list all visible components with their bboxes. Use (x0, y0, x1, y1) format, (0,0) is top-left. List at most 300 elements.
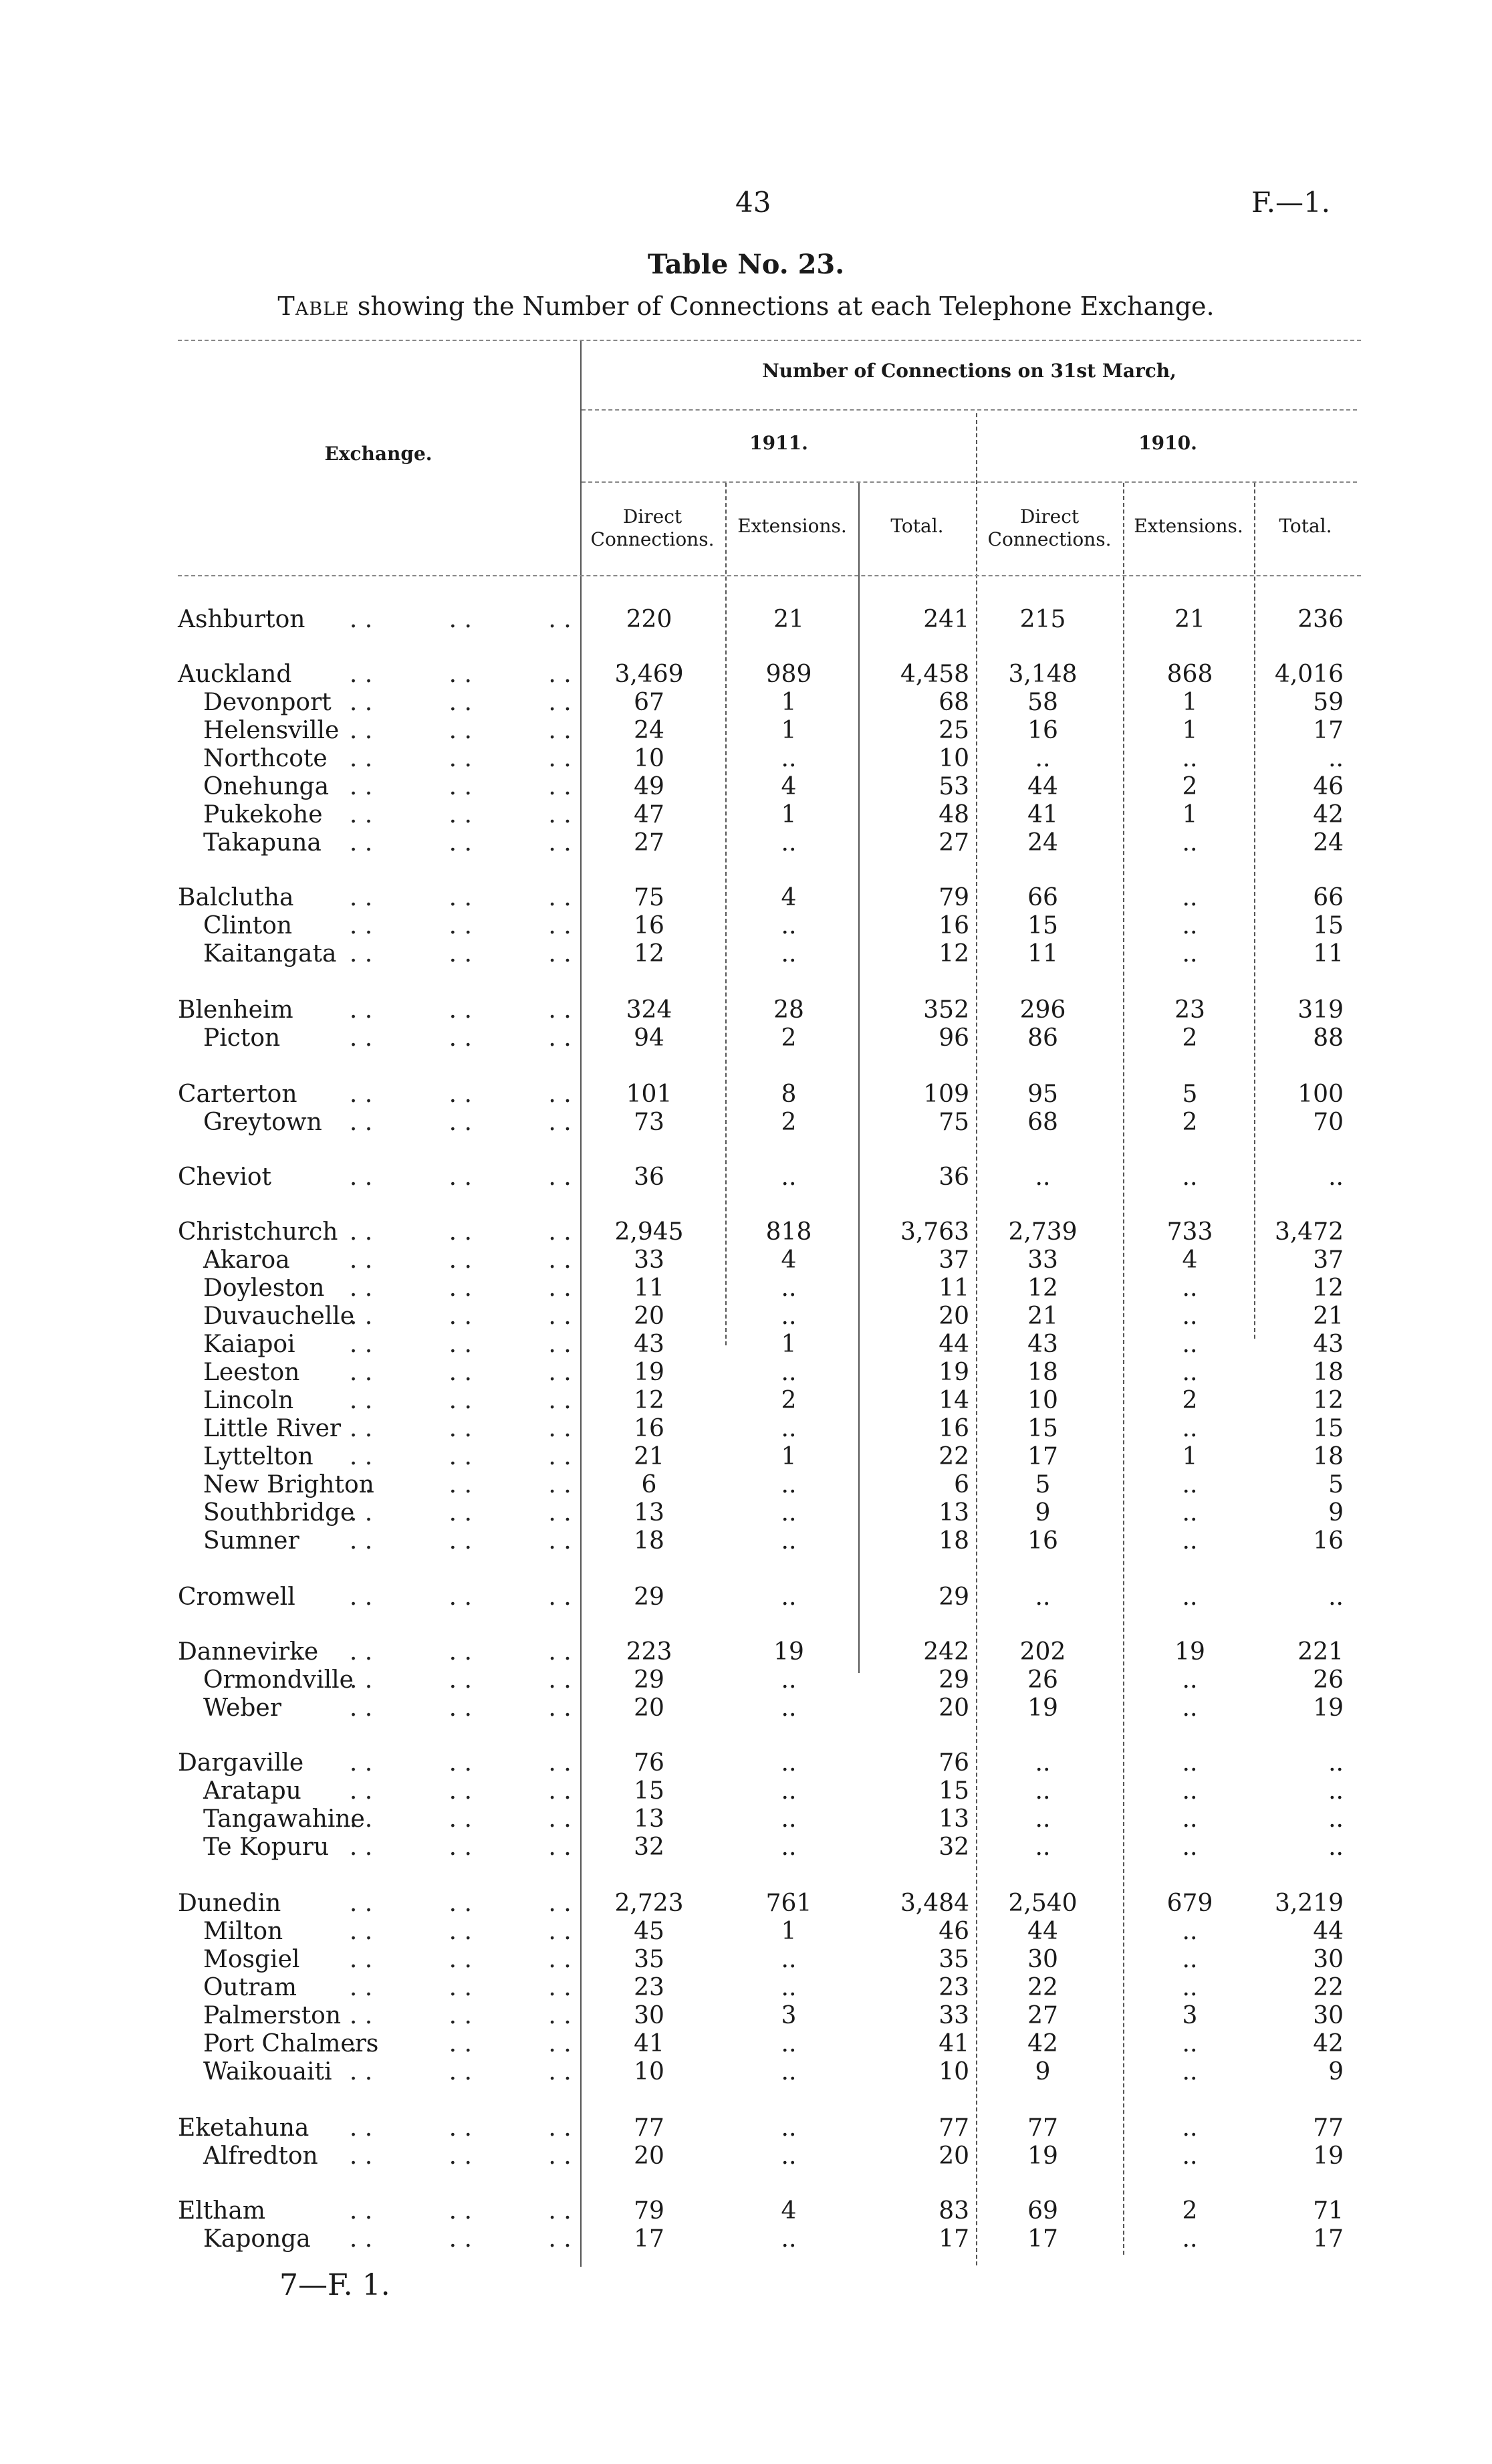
extensions-1910-cell: .. (1182, 1666, 1198, 1694)
total-1910-cell: 42 (1313, 801, 1344, 828)
exchange-name: Eltham (178, 2197, 266, 2225)
extensions-1911-cell: .. (781, 1471, 797, 1498)
direct-1910-cell: 21 (1027, 1303, 1058, 1330)
total-1911-cell: 10 (939, 745, 969, 772)
extensions-1911-cell: .. (781, 1303, 797, 1330)
direct-1911-cell: 223 (626, 1638, 672, 1666)
total-1911-cell: 13 (939, 1499, 969, 1527)
direct-1911-cell: 41 (634, 2030, 664, 2057)
extensions-1911-cell: 2 (781, 1024, 797, 1052)
extensions-1911-cell: 4 (781, 884, 797, 911)
direct-1911-cell: 324 (626, 996, 672, 1024)
extensions-1910-cell: 5 (1182, 1081, 1198, 1108)
total-1911-cell: 96 (939, 1024, 969, 1052)
exchange-name: Cheviot (178, 1163, 272, 1191)
extensions-1911-cell: 1 (781, 689, 797, 716)
extensions-1910-cell: .. (1182, 1777, 1198, 1805)
direct-1911-cell: 18 (634, 1527, 664, 1555)
exchange-name: Tangawahine (203, 1805, 365, 1833)
total-1910-cell: 37 (1313, 1246, 1344, 1274)
extensions-1910-cell: .. (1182, 1749, 1198, 1777)
total-1910-cell: 11 (1313, 940, 1344, 968)
extensions-1910-cell: .. (1182, 2114, 1198, 2142)
extensions-1910-cell: 23 (1174, 996, 1205, 1024)
total-1910-cell: 319 (1297, 996, 1344, 1024)
total-1910-cell: 46 (1313, 773, 1344, 800)
extensions-1911-cell: 2 (781, 1387, 797, 1414)
extensions-1910-cell: .. (1182, 2030, 1198, 2057)
direct-1911-cell: 32 (634, 1833, 664, 1861)
leader-dots: . . . . . . (334, 1805, 572, 1833)
direct-1911-cell: 19 (634, 1359, 664, 1386)
extensions-1910-cell: 21 (1174, 606, 1205, 633)
extensions-1910-cell: 2 (1182, 1024, 1198, 1052)
total-1910-cell: .. (1328, 1833, 1344, 1861)
direct-1910-cell: 19 (1027, 1694, 1058, 1722)
direct-1911-cell: 24 (634, 717, 664, 744)
leader-dots: . . . . . . (334, 1024, 572, 1052)
direct-1910-header: Direct Connections. (987, 506, 1112, 550)
total-1910-cell: .. (1328, 1777, 1344, 1805)
total-1910-cell: 17 (1313, 2225, 1344, 2253)
exchange-name: Pukekohe (203, 801, 323, 828)
total-1910-cell: 16 (1313, 1527, 1344, 1555)
direct-1911-cell: 33 (634, 1246, 664, 1274)
direct-1911-cell: 27 (634, 829, 664, 857)
direct-1910-cell: 95 (1027, 1081, 1058, 1108)
table-row (0, 1499, 1492, 1527)
total-1910-cell: 21 (1313, 1303, 1344, 1330)
table-row (0, 689, 1492, 717)
leader-dots: . . . . . . (334, 1163, 572, 1191)
table-row (0, 2225, 1492, 2253)
leader-dots: . . . . . . (334, 1471, 572, 1498)
direct-1910-cell: 33 (1027, 1246, 1058, 1274)
leader-dots: . . . . . . (334, 912, 572, 939)
direct-1911-cell: 20 (634, 1694, 664, 1722)
total-1910-cell: 66 (1313, 884, 1344, 911)
table-row (0, 912, 1492, 940)
total-1910-cell: 17 (1313, 717, 1344, 744)
leader-dots: . . . . . . (334, 1583, 572, 1611)
leader-dots: . . . . . . (334, 1918, 572, 1945)
table-row (0, 940, 1492, 968)
direct-1910-cell: 68 (1027, 1109, 1058, 1136)
total-1911-cell: 4,458 (900, 661, 969, 688)
extensions-1911-cell: .. (781, 2114, 797, 2142)
direct-1911-cell: 2,723 (614, 1890, 684, 1917)
exchange-name: Auckland (178, 661, 292, 688)
total-1910-cell: 44 (1313, 1918, 1344, 1945)
total-1911-cell: 242 (923, 1638, 969, 1666)
extensions-1910-cell: .. (1182, 1415, 1198, 1442)
direct-1910-cell: 9 (1035, 1499, 1051, 1527)
table-row (0, 1527, 1492, 1555)
total-1910-cell: 9 (1328, 1499, 1344, 1527)
leader-dots: . . . . . . (334, 689, 572, 716)
caption-lead: Table (277, 292, 350, 321)
leader-dots: . . . . . . (334, 1246, 572, 1274)
total-1910-cell: 12 (1313, 1274, 1344, 1302)
extensions-1911-cell: .. (781, 1583, 797, 1611)
total-1910-cell: 43 (1313, 1331, 1344, 1358)
table-row (0, 1109, 1492, 1137)
extensions-1910-cell: .. (1182, 940, 1198, 968)
leader-dots: . . . . . . (334, 2058, 572, 2086)
page-number: 43 (735, 186, 771, 219)
total-1910-cell: 42 (1313, 2030, 1344, 2057)
leader-dots: . . . . . . (334, 1218, 572, 1246)
total-1911-header: Total. (890, 515, 944, 537)
extensions-1910-cell: 3 (1182, 2002, 1198, 2029)
total-1911-cell: 10 (939, 2058, 969, 2086)
extensions-1911-cell: .. (781, 1274, 797, 1302)
table-row (0, 1303, 1492, 1331)
exchange-name: Devonport (203, 689, 332, 716)
exchange-name: Ashburton (178, 606, 305, 633)
direct-1910-cell: .. (1035, 1833, 1051, 1861)
direct-1911-cell: 11 (634, 1274, 664, 1302)
leader-dots: . . . . . . (334, 1666, 572, 1694)
extensions-1910-cell: .. (1182, 1946, 1198, 1973)
table-title: Table No. 23. (647, 249, 845, 280)
direct-1910-cell: 18 (1027, 1359, 1058, 1386)
total-1911-cell: 48 (939, 801, 969, 828)
leader-dots: . . . . . . (334, 996, 572, 1024)
direct-1910-cell: .. (1035, 1777, 1051, 1805)
table-row (0, 1081, 1492, 1109)
exchange-name: Southbridge (203, 1499, 355, 1527)
direct-1911-cell: 20 (634, 2142, 664, 2170)
extensions-1910-cell: .. (1182, 1527, 1198, 1555)
extensions-1911-cell: 4 (781, 2197, 797, 2225)
exchange-name: Balclutha (178, 884, 294, 911)
extensions-1911-cell: 989 (765, 661, 812, 688)
direct-1911-cell: 12 (634, 1387, 664, 1414)
table-row (0, 1359, 1492, 1387)
total-1911-cell: 352 (923, 996, 969, 1024)
total-1911-cell: 37 (939, 1246, 969, 1274)
direct-1911-cell: 29 (634, 1666, 664, 1694)
direct-1910-cell: 41 (1027, 801, 1058, 828)
extensions-1911-cell: 818 (765, 1218, 812, 1246)
total-1911-cell: 3,763 (900, 1218, 969, 1246)
exchange-name: Aratapu (203, 1777, 301, 1805)
total-1911-cell: 241 (923, 606, 969, 633)
total-1911-cell: 6 (954, 1471, 969, 1498)
total-1911-cell: 27 (939, 829, 969, 857)
exchange-name: Outram (203, 1974, 297, 2001)
direct-1911-cell: 29 (634, 1583, 664, 1611)
direct-1910-cell: 15 (1027, 1415, 1058, 1442)
extensions-1910-cell: .. (1182, 912, 1198, 939)
table-row (0, 2030, 1492, 2058)
total-1911-cell: 33 (939, 2002, 969, 2029)
direct-1910-cell: 44 (1027, 1918, 1058, 1945)
total-1911-cell: 25 (939, 717, 969, 744)
extensions-1911-cell: 1 (781, 1443, 797, 1470)
table-row (0, 661, 1492, 689)
extensions-1911-cell: .. (781, 2058, 797, 2086)
exchange-name: Sumner (203, 1527, 299, 1555)
total-1910-cell: 59 (1313, 689, 1344, 716)
extensions-1911-cell: 1 (781, 801, 797, 828)
total-1910-header: Total. (1279, 515, 1332, 537)
total-1910-cell: 70 (1313, 1109, 1344, 1136)
exchange-name: Lyttelton (203, 1443, 314, 1470)
leader-dots: . . . . . . (334, 884, 572, 911)
direct-1910-cell: 202 (1019, 1638, 1066, 1666)
direct-1910-cell: 19 (1027, 2142, 1058, 2170)
leader-dots: . . . . . . (334, 606, 572, 633)
total-1911-cell: 16 (939, 912, 969, 939)
leader-dots: . . . . . . (334, 2225, 572, 2253)
table-row (0, 606, 1492, 634)
leader-dots: . . . . . . (334, 1359, 572, 1386)
table-row (0, 1833, 1492, 1862)
total-1911-cell: 12 (939, 940, 969, 968)
extensions-1910-cell: .. (1182, 1471, 1198, 1498)
direct-1911-cell: 21 (634, 1443, 664, 1470)
leader-dots: . . . . . . (334, 2114, 572, 2142)
direct-1911-cell: 13 (634, 1499, 664, 1527)
direct-1911-cell: 17 (634, 2225, 664, 2253)
extensions-1910-cell: 2 (1182, 773, 1198, 800)
direct-1910-cell: .. (1035, 1805, 1051, 1833)
direct-1911-cell: 23 (634, 1974, 664, 2001)
extensions-1910-cell: .. (1182, 1918, 1198, 1945)
direct-1911-cell: 12 (634, 940, 664, 968)
exchange-name: Ormondville (203, 1666, 354, 1694)
direct-1910-cell: 22 (1027, 1974, 1058, 2001)
table-row (0, 1583, 1492, 1611)
total-1910-cell: 19 (1313, 1694, 1344, 1722)
year-1911-header: 1911. (749, 432, 808, 454)
total-1910-cell: 100 (1297, 1081, 1344, 1108)
report-reference: F.—1. (1251, 186, 1331, 219)
total-1910-cell: 236 (1297, 606, 1344, 633)
direct-1911-cell: 16 (634, 1415, 664, 1442)
table-row (0, 1443, 1492, 1471)
exchange-name: Picton (203, 1024, 281, 1052)
leader-dots: . . . . . . (334, 1749, 572, 1777)
direct-1910-cell: .. (1035, 1583, 1051, 1611)
leader-dots: . . . . . . (334, 1890, 572, 1917)
table-row (0, 1805, 1492, 1833)
extensions-1911-cell: .. (781, 1666, 797, 1694)
table-row (0, 1946, 1492, 1974)
direct-1911-cell: 35 (634, 1946, 664, 1973)
extensions-1911-cell: .. (781, 1527, 797, 1555)
table-row (0, 717, 1492, 745)
direct-1911-cell: 49 (634, 773, 664, 800)
total-1911-cell: 77 (939, 2114, 969, 2142)
direct-1910-cell: 16 (1027, 1527, 1058, 1555)
extensions-1911-cell: 761 (765, 1890, 812, 1917)
total-1910-cell: 4,016 (1274, 661, 1344, 688)
table-row (0, 1163, 1492, 1192)
extensions-1910-cell: 679 (1166, 1890, 1213, 1917)
table-row (0, 1331, 1492, 1359)
exchange-name: Onehunga (203, 773, 330, 800)
direct-1910-cell: 42 (1027, 2030, 1058, 2057)
total-1911-cell: 29 (939, 1666, 969, 1694)
extensions-1910-cell: .. (1182, 829, 1198, 857)
exchange-name: Akaroa (203, 1246, 290, 1274)
table-row (0, 1274, 1492, 1303)
direct-1910-cell: .. (1035, 745, 1051, 772)
exchange-name: Kaitangata (203, 940, 337, 968)
extensions-1910-cell: .. (1182, 1331, 1198, 1358)
total-1910-cell: 22 (1313, 1974, 1344, 2001)
total-1910-cell: 24 (1313, 829, 1344, 857)
exchange-name: Carterton (178, 1081, 297, 1108)
direct-1910-cell: 215 (1019, 606, 1066, 633)
direct-1910-cell: 66 (1027, 884, 1058, 911)
leader-dots: . . . . . . (334, 1527, 572, 1555)
exchange-name: Greytown (203, 1109, 322, 1136)
direct-1911-cell: 20 (634, 1303, 664, 1330)
table-row (0, 2114, 1492, 2142)
table-row (0, 2142, 1492, 2170)
direct-1910-cell: .. (1035, 1749, 1051, 1777)
table-row (0, 1387, 1492, 1415)
total-1911-cell: 83 (939, 2197, 969, 2225)
table-row (0, 1638, 1492, 1666)
leader-dots: . . . . . . (334, 1415, 572, 1442)
exchange-name: Lincoln (203, 1387, 294, 1414)
extensions-1910-cell: 1 (1182, 1443, 1198, 1470)
leader-dots: . . . . . . (334, 940, 572, 968)
total-1911-cell: 13 (939, 1805, 969, 1833)
direct-1911-cell: 43 (634, 1331, 664, 1358)
total-1911-cell: 68 (939, 689, 969, 716)
extensions-1911-cell: .. (781, 940, 797, 968)
total-1911-cell: 20 (939, 1694, 969, 1722)
total-1911-cell: 79 (939, 884, 969, 911)
extensions-1910-cell: .. (1182, 1694, 1198, 1722)
direct-1910-cell: 15 (1027, 912, 1058, 939)
direct-1910-cell: 9 (1035, 2058, 1051, 2086)
exchange-name: Christchurch (178, 1218, 338, 1246)
total-1911-cell: 36 (939, 1163, 969, 1191)
direct-1911-cell: 45 (634, 1918, 664, 1945)
exchange-name: Takapuna (203, 829, 322, 857)
direct-1911-cell: 94 (634, 1024, 664, 1052)
leader-dots: . . . . . . (334, 1443, 572, 1470)
direct-1910-cell: 24 (1027, 829, 1058, 857)
extensions-1910-cell: 733 (1166, 1218, 1213, 1246)
exchange-name: Kaponga (203, 2225, 311, 2253)
direct-1910-cell: 43 (1027, 1331, 1058, 1358)
total-1911-cell: 3,484 (900, 1890, 969, 1917)
extensions-1911-cell: .. (781, 1359, 797, 1386)
extensions-1910-cell: .. (1182, 1805, 1198, 1833)
extensions-1911-cell: 4 (781, 773, 797, 800)
extensions-1910-cell: .. (1182, 1833, 1198, 1861)
table-row (0, 1918, 1492, 1946)
extensions-1911-cell: .. (781, 2142, 797, 2170)
total-1911-cell: 23 (939, 1974, 969, 2001)
direct-1911-cell: 73 (634, 1109, 664, 1136)
extensions-1910-cell: .. (1182, 1274, 1198, 1302)
exchange-name: Blenheim (178, 996, 293, 1024)
table-row (0, 2058, 1492, 2086)
total-1910-cell: 19 (1313, 2142, 1344, 2170)
total-1910-cell: 12 (1313, 1387, 1344, 1414)
total-1911-cell: 35 (939, 1946, 969, 1973)
table-row (0, 773, 1492, 801)
total-1911-cell: 75 (939, 1109, 969, 1136)
extensions-1911-cell: .. (781, 1694, 797, 1722)
extensions-1911-cell: 1 (781, 1918, 797, 1945)
total-1911-cell: 18 (939, 1527, 969, 1555)
extensions-1910-cell: .. (1182, 1163, 1198, 1191)
leader-dots: . . . . . . (334, 1274, 572, 1302)
direct-1911-cell: 10 (634, 2058, 664, 2086)
direct-1911-cell: 3,469 (614, 661, 684, 688)
total-1911-cell: 15 (939, 1777, 969, 1805)
exchange-name: Helensville (203, 717, 340, 744)
direct-1910-cell: 12 (1027, 1274, 1058, 1302)
table-row (0, 1218, 1492, 1246)
direct-1910-cell: 2,540 (1008, 1890, 1078, 1917)
table-row (0, 1666, 1492, 1694)
table-row (0, 2002, 1492, 2030)
total-1911-cell: 44 (939, 1331, 969, 1358)
direct-1911-cell: 13 (634, 1805, 664, 1833)
direct-1911-cell: 101 (626, 1081, 672, 1108)
exchange-name: Palmerston (203, 2002, 342, 2029)
exchange-name: Little River (203, 1415, 342, 1442)
exchange-name: Doyleston (203, 1274, 325, 1302)
direct-1911-cell: 15 (634, 1777, 664, 1805)
total-1911-cell: 41 (939, 2030, 969, 2057)
group-header: Number of Connections on 31st March, (762, 360, 1176, 382)
exchange-name: Eketahuna (178, 2114, 309, 2142)
extensions-1910-cell: 1 (1182, 801, 1198, 828)
exchange-name: New Brighton (203, 1471, 374, 1498)
direct-1911-cell: 79 (634, 2197, 664, 2225)
extensions-1911-cell: .. (781, 1974, 797, 2001)
direct-1911-cell: 75 (634, 884, 664, 911)
leader-dots: . . . . . . (334, 1833, 572, 1861)
total-1910-cell: 88 (1313, 1024, 1344, 1052)
leader-dots: . . . . . . (334, 745, 572, 772)
total-1910-cell: 15 (1313, 1415, 1344, 1442)
exchange-name: Duvauchelle (203, 1303, 355, 1330)
total-1911-cell: 46 (939, 1918, 969, 1945)
total-1910-cell: 26 (1313, 1666, 1344, 1694)
direct-1911-cell: 16 (634, 912, 664, 939)
extensions-1910-cell: 2 (1182, 1109, 1198, 1136)
direct-1910-cell: 30 (1027, 1946, 1058, 1973)
extensions-1911-cell: .. (781, 745, 797, 772)
leader-dots: . . . . . . (334, 1777, 572, 1805)
extensions-1910-cell: .. (1182, 884, 1198, 911)
direct-1910-cell: 27 (1027, 2002, 1058, 2029)
total-1910-cell: 3,472 (1274, 1218, 1344, 1246)
extensions-1911-cell: .. (781, 912, 797, 939)
extensions-1910-cell: 1 (1182, 717, 1198, 744)
extensions-1910-cell: .. (1182, 1583, 1198, 1611)
extensions-1911-cell: .. (781, 1415, 797, 1442)
extensions-1910-cell: .. (1182, 1974, 1198, 2001)
table-row (0, 1974, 1492, 2002)
extensions-1911-cell: .. (781, 1946, 797, 1973)
direct-1911-cell: 76 (634, 1749, 664, 1777)
total-1911-cell: 16 (939, 1415, 969, 1442)
